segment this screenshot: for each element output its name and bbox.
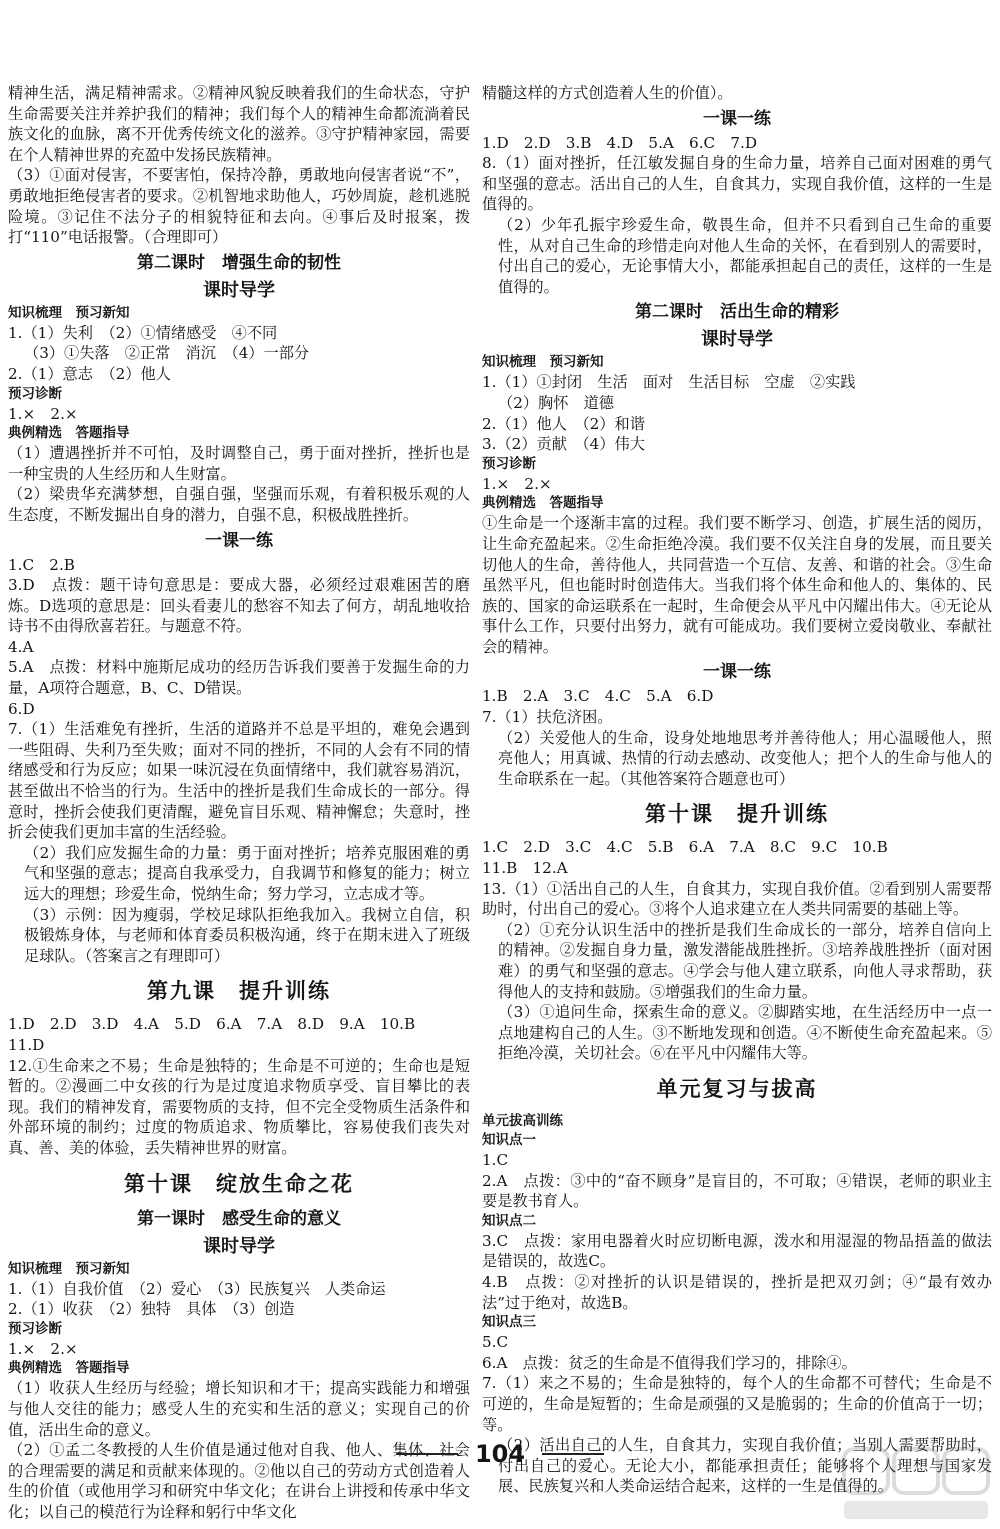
- lesson-heading: 第一课时 感受生命的意义: [137, 1208, 341, 1229]
- answer-line: 11.D: [8, 1035, 45, 1054]
- answer-line: 2.（1）收获 （2）独特 具体 （3）创造: [8, 1300, 295, 1319]
- lesson-heading: 一课一练: [205, 530, 273, 551]
- right-column: [482, 83, 992, 1497]
- answer-line: （2）①孟二冬教授的人生价值是通过他对自我、他人、集体、社会的合理需要的满足和贡献来体现的。②他以自己的劳动方式创造着人生的价值（或他用学习和研究中华文化；在讲台上讲授和传承中华文化；以自己的模范行为诠释和躬行中华文化: [8, 1441, 470, 1521]
- footer-rule-left: [396, 1453, 458, 1455]
- answer-subline: （2）我们应发掘生命的力量：勇于面对挫折；培养克服困难的勇气和坚强的意志；提高自我承受力，自我调节和修复的能力；树立远大的理想；珍爱生命，悦纳生命；努力学习，立志成才等。: [24, 843, 470, 903]
- answer-line: 5.C: [482, 1333, 509, 1352]
- answer-line: （1）收获人生经历与经验；增长知识和才干；提高实践能力和增强与他人交往的能力；感受人生的充实和生活的意义；实现自己的价值，活出生命的意义。: [8, 1379, 470, 1439]
- answer-subline: （2）胸怀 道德: [498, 393, 614, 412]
- answer-line: 1.× 2.×: [8, 404, 78, 423]
- section-title: 课时导学: [701, 329, 773, 351]
- answer-line: 7.（1）来之不易的；生命是独特的，每个人的生命都不可替代；生命是不可逆的，生命是短暂的；生命是顽强的又是脆弱的；生命的价值高于一切；等。: [482, 1374, 992, 1434]
- section-label: 典例精选 答题指导: [8, 425, 130, 442]
- answer-line: 1.D 2.D 3.B 4.D 5.A 6.C 7.D: [482, 133, 758, 152]
- answer-line: 13.（1）①活出自己的人生，自食其力，实现自我价值。②看到别人需要帮助时，付出自己的爱心。③将个人追求建立在人类共同需要的基础上等。: [482, 879, 992, 919]
- section-label: 知识点一: [482, 1131, 536, 1148]
- answer-line: 3.（2）贡献 （4）伟大: [482, 435, 645, 454]
- section-label: 知识梳理 预习新知: [482, 354, 604, 371]
- answer-line: （2）梁贵华充满梦想，自强自强，坚强而乐观，有着积极乐观的人生态度，不断发掘出自身的潜力，自强不息，积极战胜挫折。: [8, 485, 470, 524]
- answer-line: 1.（1）失利 （2）①情绪感受 ④不同: [8, 323, 278, 342]
- chapter-heading: 单元复习与拔高: [656, 1076, 818, 1101]
- answer-line: 1.C 2.D 3.C 4.C 5.B 6.A 7.A 8.C 9.C 10.B: [482, 838, 888, 857]
- answer-line: 7.（1）生活难免有挫折，生活的道路并不总是平坦的，难免会遇到一些阻碍、失利乃至失败；面对不同的挫折，不同的人会有不同的情绪感受和行为反应；如果一味沉浸在负面情绪中，我们就容易消沉，甚至做出不恰当的行为。生活中的挫折是我们生命成长的一部分。得意时，挫折会使我们更清醒，避免盲目乐观、精神懈怠；失意时，挫折会使我们更加丰富的生活经验。: [8, 720, 470, 842]
- answer-line: （1）遭遇挫折并不可怕，及时调整自己，勇于面对挫折，挫折也是一种宝贵的人生经历和人生财富。: [8, 444, 470, 483]
- answer-subline: （2）关爱他人的生命，设身处地地思考并善待他人；用心温暖他人，照亮他人；用真诚、热情的行动去感动、改变他人；把个人的生命与他人的生命联系在一起。（其他答案符合题意也可）: [498, 728, 992, 788]
- section-label: 预习诊断: [8, 385, 62, 402]
- answer-subline: （3）示例：因为瘦弱，学校足球队拒绝我加入。我树立自信，积极锻炼身体，与老师和体育委员积极沟通，终于在期末进入了班级足球队。（答案言之有理即可）: [24, 905, 470, 965]
- section-label: 知识梳理 预习新知: [8, 304, 130, 321]
- section-label: 单元拔高训练: [482, 1112, 563, 1129]
- answer-line: 1.B 2.A 3.C 4.C 5.A 6.D: [482, 687, 714, 706]
- lesson-heading: 第二课时 增强生命的韧性: [137, 252, 341, 273]
- answer-line: 1.（1）自我价值 （2）爱心 （3）民族复兴 人类命运: [8, 1279, 386, 1298]
- answer-line: 1.C 2.B: [8, 555, 75, 574]
- watermark-logo: [842, 1445, 992, 1523]
- footer-rule-right: [542, 1453, 604, 1455]
- chapter-heading: 第十课 提升训练: [645, 802, 829, 827]
- lesson-heading: 第二课时 活出生命的精彩: [635, 302, 839, 323]
- page-number: 104: [474, 1440, 526, 1468]
- answer-line: 4.A: [8, 637, 34, 656]
- section-label: 预习诊断: [482, 455, 536, 472]
- answer-line: 2.A 点拨：③中的“奋不顾身”是盲目的，不可取；④错误，老师的职业主要是教书育人。: [482, 1171, 992, 1211]
- section-label: 典例精选 答题指导: [482, 495, 604, 512]
- section-label: 预习诊断: [8, 1320, 62, 1337]
- answer-line: 4.B 点拨：②对挫折的认识是错误的，挫折是把双刃剑；④“最有效办法”过于绝对，故选B。: [482, 1272, 992, 1312]
- answer-line: 6.D: [8, 699, 35, 718]
- answer-line: 1.C: [482, 1150, 509, 1169]
- answer-line: 3.D 点拨：题干诗句意思是：要成大器，必须经过艰难困苦的磨炼。D选项的意思是：回头看妻儿的愁容不知去了何方，胡乱地收拾诗书不由得欣喜若狂。与题意不符。: [8, 576, 470, 636]
- answer-line: 1.× 2.×: [482, 474, 552, 493]
- answer-line: 12.①生命来之不易；生命是独特的；生命是不可逆的；生命也是短暂的。②漫画二中女孩的行为是过度追求物质享受、盲目攀比的表现。我们的精神发育，需要物质的支持，但不完全受物质生活条件和外部环境的制约；过度的物质追求、物质攀比，容易使我们丧失对真、善、美的体验，丢失精神世界的财富。: [8, 1056, 470, 1157]
- answer-line: 8.（1）面对挫折，任江敏发掘自身的生命力量，培养自己面对困难的勇气和坚强的意志。活出自己的人生，自食其力，实现自我价值，这样的一生是值得的。: [482, 154, 992, 214]
- lesson-heading: 一课一练: [703, 662, 771, 683]
- section-title: 课时导学: [203, 1235, 275, 1257]
- answer-line: 精髓这样的方式创造着人生的价值）。: [482, 84, 733, 102]
- section-title: 课时导学: [203, 279, 275, 301]
- chapter-heading: 第十课 绽放生命之花: [124, 1171, 354, 1196]
- chapter-heading: 第九课 提升训练: [147, 979, 331, 1004]
- answer-line: 11.B 12.A: [482, 859, 568, 878]
- left-column: [8, 83, 470, 1522]
- section-label: 知识梳理 预习新知: [8, 1260, 130, 1277]
- answer-line: 精神生活，满足精神需求。②精神风貌反映着我们的生命状态，守护生命需要关注并养护我们的精神；我们每个人的精神生命都流淌着民族文化的血脉，离不开优秀传统文化的滋养。③守护精神家园，需要在个人精神世界的充盈中发扬民族精神。: [8, 84, 470, 164]
- lesson-heading: 一课一练: [703, 108, 771, 129]
- answer-line: 1.D 2.D 3.D 4.A 5.D 6.A 7.A 8.D 9.A 10.B: [8, 1015, 416, 1034]
- answer-subline: （2）活出自己的人生，自食其力，实现自我价值；当别人需要帮助时，付出自己的爱心。无论大小，都能承担责任；能够将个人理想与国家发展、民族复兴和人类命运结合起来，这样的一生是值得的。: [498, 1436, 992, 1496]
- answer-subline: （2）①充分认识生活中的挫折是我们生命成长的一部分，培养自信向上的精神。②发掘自身力量，激发潜能战胜挫折。③培养战胜挫折（面对困难）的勇气和坚强的意志。④学会与他人建立联系，向他人寻求帮助，获得他人的支持和鼓励。⑤增强我们的生命力量。: [498, 920, 992, 1001]
- answer-line: 1.（1）①封闭 生活 面对 生活目标 空虚 ②实践: [482, 373, 856, 392]
- section-label: 知识点三: [482, 1314, 536, 1331]
- answer-subline: （3）①追问生命，探索生命的意义。②脚踏实地，在生活经历中一点一点地建构自己的人生。③不断地发现和创造。④不断使生命充盈起来。⑤拒绝冷漠，关切社会。⑥在平凡中闪耀伟大等。: [498, 1003, 992, 1063]
- answer-subline: （3）①失落 ②正常 消沉 （4）一部分: [24, 344, 310, 363]
- answer-subline: （2）少年孔振宇珍爱生命，敬畏生命，但并不只看到自己生命的重要性，从对自己生命的珍惜走向对他人生命的关怀，在看到别人的需要时，付出自己的爱心，无论事情大小，都能承担起自己的责任，这样的一生是值得的。: [498, 215, 992, 296]
- answer-line: ①生命是一个逐渐丰富的过程。我们要不断学习、创造，扩展生活的阅历，让生命充盈起来。②生命拒绝冷漠。我们要不仅关注自身的发展，而且要关切他人的生命，善待他人，共同营造一个互信、友善、和谐的社会。③生命虽然平凡，但也能时时创造伟大。当我们将个体生命和他人的、集体的、民族的、国家的命运联系在一起时，生命便会从平凡中闪耀出伟大。④无论从事什么工作，只要付出努力，就有可能成功。我们要树立爱岗敬业、奉献社会的精神。: [482, 514, 992, 656]
- answer-line: 6.A 点拨：贫乏的生命是不值得我们学习的，排除④。: [482, 1353, 857, 1372]
- answer-line: 7.（1）扶危济困。: [482, 708, 613, 727]
- answer-line: 2.（1）他人 （2）和谐: [482, 414, 645, 433]
- answer-line: 3.C 点拨：家用电器着火时应切断电源，泼水和用湿湿的物品捂盖的做法是错误的，故选C。: [482, 1231, 992, 1271]
- section-label: 典例精选 答题指导: [8, 1360, 130, 1377]
- answer-line: 1.× 2.×: [8, 1339, 78, 1358]
- section-label: 知识点二: [482, 1212, 536, 1229]
- answer-line: （3）①面对侵害，不要害怕，保持冷静，勇敢地向侵害者说“不”，勇敢地拒绝侵害者的要求。②机智地求助他人，巧妙周旋，趁机逃脱险境。③记住不法分子的相貌特征和去向。④事后及时报案，拨打“110”电话报警。（合理即可）: [8, 166, 470, 247]
- answer-line: 5.A 点拨：材料中施斯尼成功的经历告诉我们要善于发掘生命的力量，A项符合题意，B、C、D错误。: [8, 658, 470, 698]
- answer-line: 2.（1）意志 （2）他人: [8, 364, 171, 383]
